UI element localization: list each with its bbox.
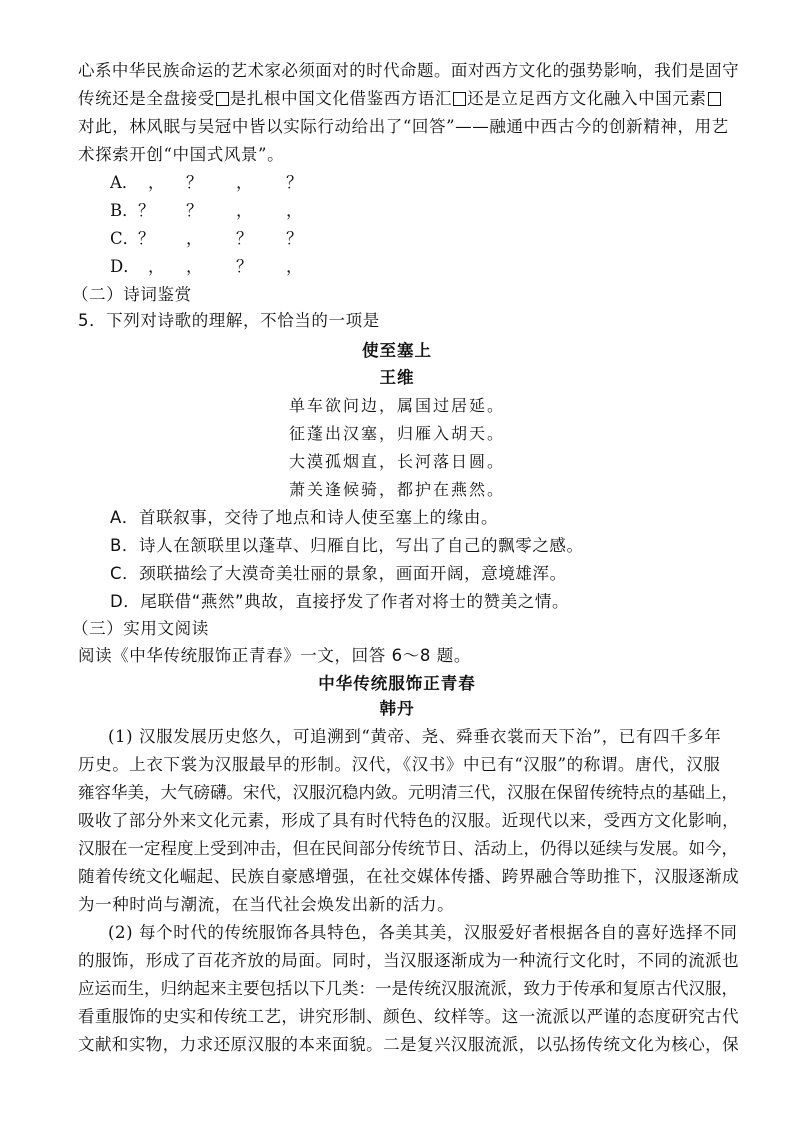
section-heading-practical: （三）实用文阅读: [72, 619, 209, 638]
option-mark: ，: [186, 229, 203, 248]
para1-line-6: 随着传统文化崛起、民族自豪感增强，在社交媒体传播、跨界融合等助推下，汉服逐渐成: [78, 867, 740, 886]
blank-box-2: [453, 92, 466, 106]
article-author: 韩丹: [379, 699, 415, 718]
para1-line-3: 雍容华美，大气磅礴。宋代，汉服沉稳内敛。元明清三代，汉服在保留传统特点的基础上，: [78, 783, 738, 802]
intro-line-2-part-c: 还是立足西方文化融入中国元素: [467, 89, 707, 108]
para2-line-3: 应运而生，归纳起来主要包括以下几类：一是传统汉服流派，致力于传承和复原古代汉服，: [78, 979, 738, 998]
poem-line-1: 单车欲问边，属国过居延。: [288, 396, 505, 415]
option-mark: ，: [148, 257, 165, 276]
intro-line-2-part-a: 传统还是全盘接受: [78, 89, 215, 108]
option-label: D．: [110, 257, 140, 276]
option-mark: ，: [286, 201, 303, 220]
option-mark: ？: [186, 201, 203, 220]
option-mark: ，: [186, 257, 203, 276]
blank-box-3: [708, 92, 721, 106]
option-mark: ？: [236, 257, 253, 276]
option-mark: ？: [138, 201, 155, 220]
para1-line-7: 为一种时尚与潮流，在当代社会焕发出新的活力。: [78, 895, 455, 914]
article-title: 中华传统服饰正青春: [318, 674, 476, 693]
option-mark: ，: [148, 173, 165, 192]
para2-line-5: 文献和实物，力求还原汉服的本来面貌。二是复兴汉服流派，以弘扬传统文化为核心，保: [78, 1035, 740, 1054]
para1-line-2: 历史。上衣下裳为汉服最早的形制。汉代，《汉书》中已有“汉服”的称谓。唐代，汉服: [78, 755, 721, 774]
q5-option-b: B．诗人在颔联里以蓬草、归雁自比，写出了自己的飘零之感。: [110, 536, 584, 555]
option-mark: ？: [186, 173, 203, 192]
q5-option-c: C．颈联描绘了大漠奇美壮丽的景象，画面开阔，意境雄浑。: [110, 564, 567, 583]
option-label: B．: [110, 201, 139, 220]
intro-line-2-part-b: 是扎根中国文化借鉴西方语汇: [229, 89, 453, 108]
para2-line-2: 的服饰，形成了百花齐放的局面。同时，当汉服逐渐成为一种流行文化时，不同的流派也: [78, 951, 740, 970]
para1-line-1: (1) 汉服发展历史悠久，可追溯到“黄帝、尧、舜垂衣裳而天下治”，已有四千多年: [108, 727, 722, 746]
option-mark: ？: [286, 173, 303, 192]
question-5-stem: 5．下列对诗歌的理解，不恰当的一项是: [78, 311, 380, 330]
option-mark: ？: [138, 229, 155, 248]
para1-line-5: 汉服在一定程度上受到冲击，但在民间部分传统节日、活动上，仍得以延续与发展。如今，: [78, 839, 738, 858]
option-mark: ？: [286, 229, 303, 248]
poem-line-2: 征蓬出汉塞，归雁入胡天。: [288, 424, 505, 443]
poem-line-4: 萧关逢候骑，都护在燕然。: [288, 480, 505, 499]
option-label: C．: [110, 229, 140, 248]
poem-title: 使至塞上: [362, 341, 432, 360]
option-label: A．: [110, 173, 139, 192]
option-mark: ？: [236, 229, 253, 248]
para2-line-1: (2) 每个时代的传统服饰各具特色，各美其美，汉服爱好者根据各自的喜好选择不同: [108, 923, 738, 942]
q5-option-d: D．尾联借“燕然”典故，直接抒发了作者对将士的赞美之情。: [110, 592, 570, 611]
reading-instruction: 阅读《中华传统服饰正青春》一文，回答 6～8 题。: [78, 646, 471, 665]
para2-line-4: 看重服饰的史实和传统工艺，讲究形制、颜色、纹样等。这一流派以严谨的态度研究古代: [78, 1007, 740, 1026]
poem-author: 王维: [379, 368, 415, 387]
intro-line-4: 术探索开创“中国式风景”。: [78, 145, 285, 164]
q5-option-a: A．首联叙事，交待了地点和诗人使至塞上的缘由。: [110, 508, 499, 527]
poem-line-3: 大漠孤烟直，长河落日圆。: [288, 452, 505, 471]
section-heading-poetry: （二）诗词鉴赏: [72, 285, 192, 304]
intro-line-2: [78, 88, 722, 110]
blank-box-1: [216, 92, 229, 106]
intro-line-1: 心系中华民族命运的艺术家必须面对的时代命题。面对西方文化的强势影响，我们是固守: [78, 61, 740, 80]
intro-line-3: 对此，林风眠与吴冠中皆以实际行动给出了“回答”——融通中西古今的创新精神，用艺: [78, 117, 729, 136]
option-mark: ，: [236, 173, 253, 192]
option-mark: ，: [286, 257, 303, 276]
para1-line-4: 吸收了部分外来文化元素，形成了具有时代特色的汉服。近现代以来，受西方文化影响，: [78, 811, 740, 830]
option-mark: ，: [236, 201, 253, 220]
